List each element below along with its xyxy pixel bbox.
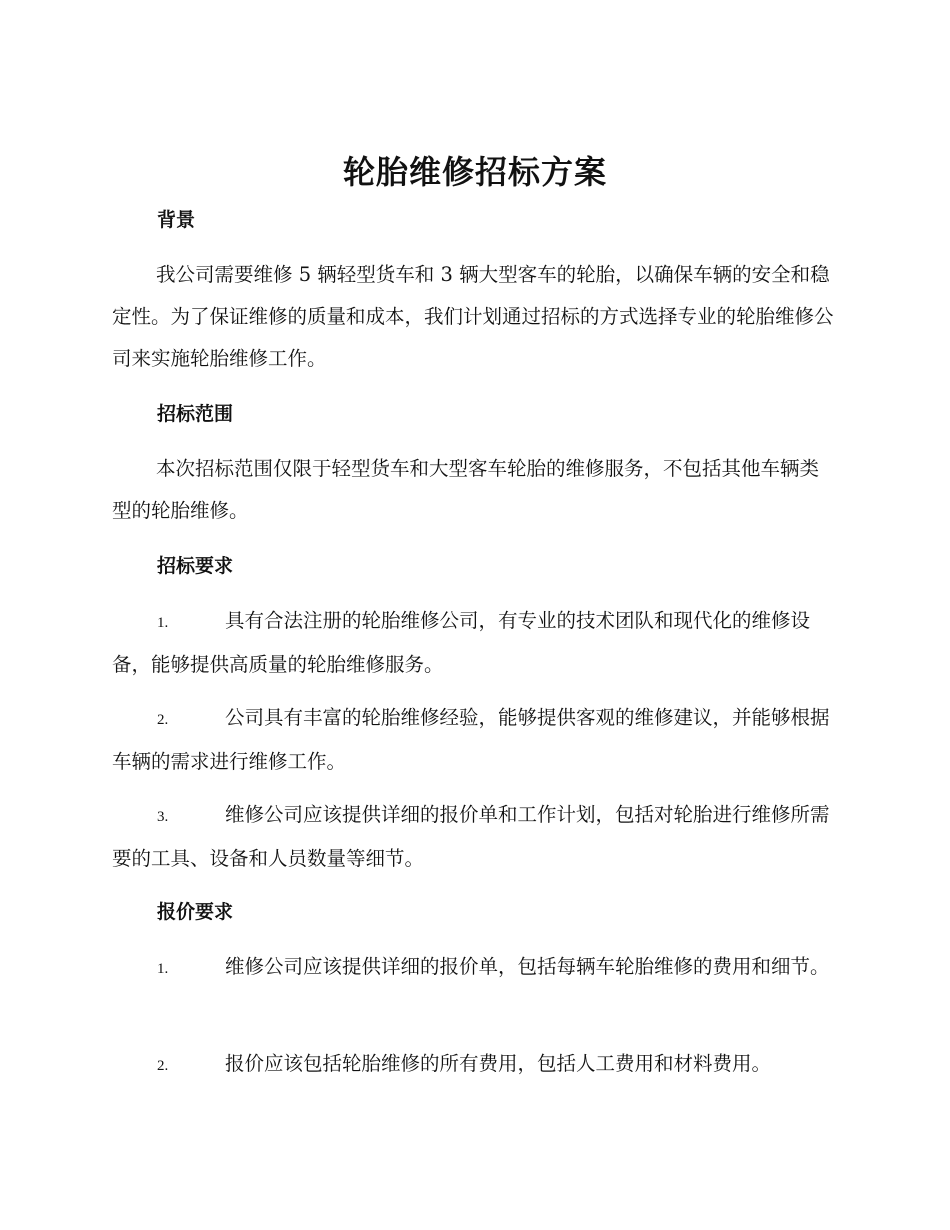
heading-scope: 招标范围 — [157, 403, 234, 425]
heading-quotation: 报价要求 — [157, 901, 234, 923]
list-number: 1. — [157, 615, 169, 631]
list-number: 3. — [157, 809, 169, 825]
heading-background: 背景 — [157, 209, 196, 231]
list-item-text: 具有合法注册的轮胎维修公司，有专业的技术团队和现代化的维修设备，能够提供高质量的轮胎维修服务。 — [112, 609, 811, 676]
paragraph-scope: 本次招标范围仅限于轻型货车和大型客车轮胎的维修服务，不包括其他车辆类型的轮胎维修。 — [112, 457, 820, 522]
list-item-text: 维修公司应该提供详细的报价单，包括每辆车轮胎维修的费用和细节。 — [225, 955, 830, 978]
document-title: 轮胎维修招标方案 — [342, 153, 607, 191]
list-item-requirement-3 — [112, 794, 834, 880]
heading-requirements: 招标要求 — [157, 555, 234, 577]
list-item-text: 维修公司应该提供详细的报价单和工作计划，包括对轮胎进行维修所需要的工具、设备和人员数量等细节。 — [112, 803, 830, 870]
list-item-requirement-2 — [112, 697, 834, 783]
list-item-text: 公司具有丰富的轮胎维修经验，能够提供客观的维修建议，并能够根据车辆的需求进行维修工作。 — [112, 706, 830, 773]
list-item-quotation-2 — [112, 1043, 834, 1087]
paragraph-background: 我公司需要维修 5 辆轻型货车和 3 辆大型客车的轮胎，以确保车辆的安全和稳定性。为了保证维修的质量和成本，我们计划通过招标的方式选择专业的轮胎维修公司来实施轮胎维修工作。 — [112, 263, 834, 370]
list-number: 2. — [157, 712, 169, 728]
list-item-text: 报价应该包括轮胎维修的所有费用，包括人工费用和材料费用。 — [225, 1052, 772, 1075]
list-item-requirement-1 — [112, 600, 834, 686]
list-number: 2. — [157, 1058, 169, 1074]
list-item-quotation-1 — [112, 946, 834, 990]
list-number: 1. — [157, 961, 169, 977]
